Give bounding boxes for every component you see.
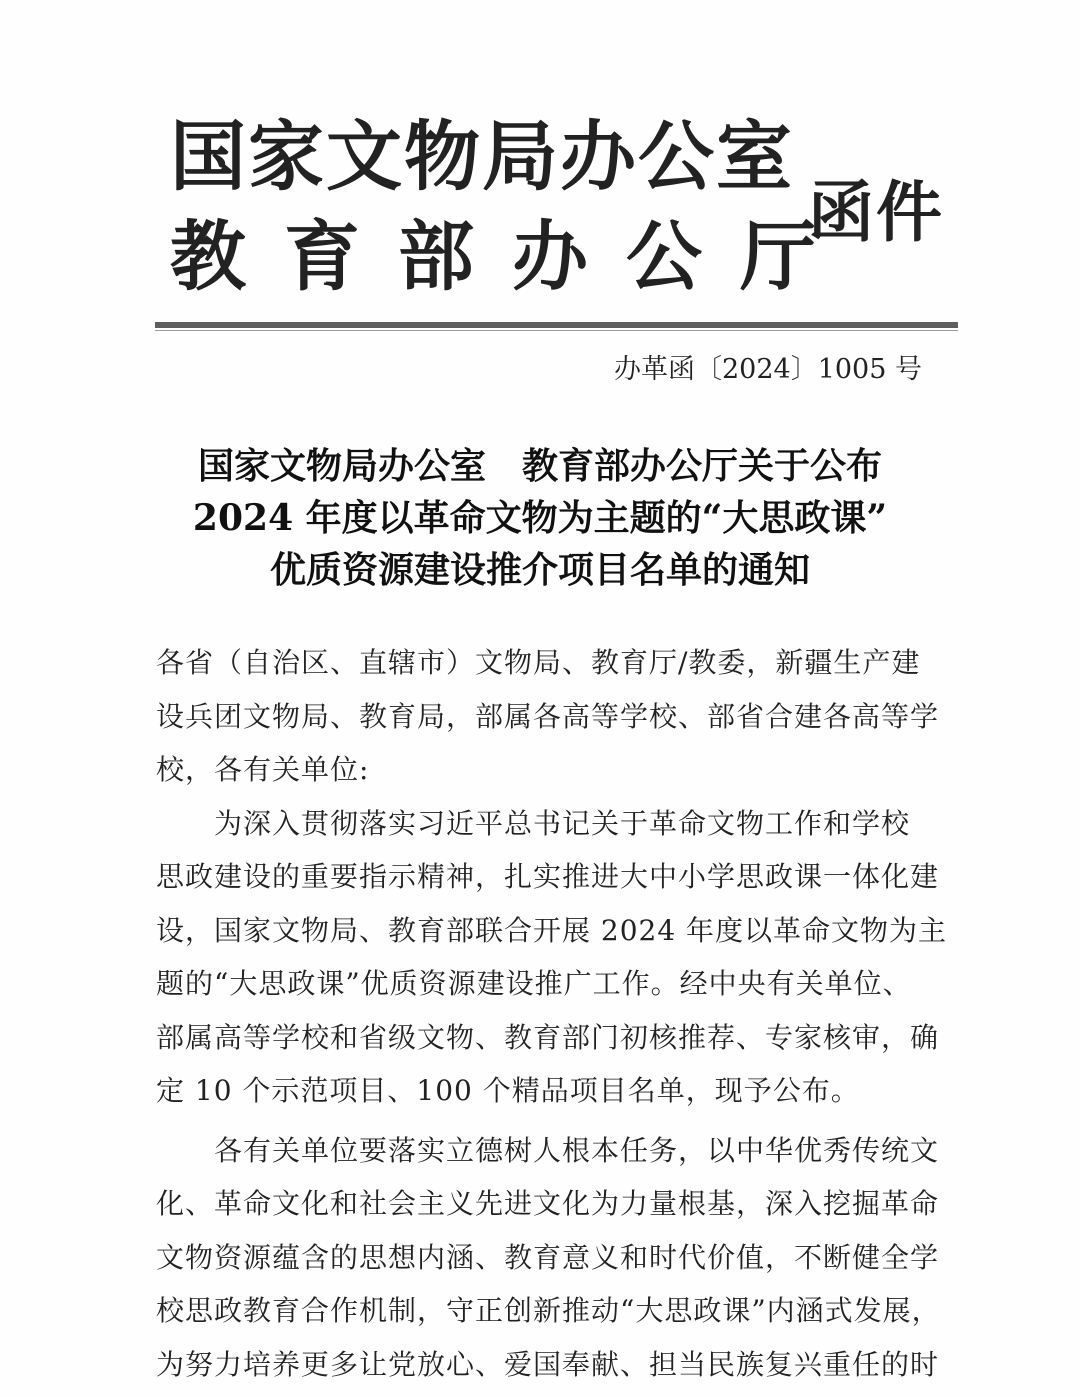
addressee-block xyxy=(156,636,940,797)
paragraph-line: 文物资源蕴含的思想内涵、教育意义和时代价值，不断健全学 xyxy=(156,1240,940,1274)
document-type-label: 函件 xyxy=(808,173,944,251)
paragraph-line: 各有关单位要落实立德树人根本任务，以中华优秀传统文 xyxy=(214,1133,940,1167)
paragraph-1 xyxy=(156,797,948,1118)
issuer-name-primary: 国家文物局办公室 xyxy=(170,112,794,201)
paragraph-line: 部属高等学校和省级文物、教育部门初核推荐、专家核审，确 xyxy=(156,1020,940,1054)
title-line: 优质资源建设推介项目名单的通知 xyxy=(269,549,810,591)
document-number: 办革函〔2024〕1005 号 xyxy=(613,354,922,385)
paragraph-line: 化、革命文化和社会主义先进文化为力量根基，深入挖掘革命 xyxy=(156,1187,940,1220)
document-body xyxy=(156,636,948,1391)
document-title xyxy=(140,440,940,596)
paragraph-line: 思政建设的重要指示精神，扎实推进大中小学思政课一体化建 xyxy=(156,860,940,893)
title-line: 国家文物局办公室 教育部办公厅关于公布 xyxy=(197,445,882,487)
title-line: 2024 年度以革命文物为主题的“大思政课” xyxy=(192,497,888,539)
paragraph-line: 题的“大思政课”优质资源建设推广工作。经中央有关单位、 xyxy=(156,967,912,1000)
letterhead-divider xyxy=(155,322,958,328)
addressee-line: 各省（自治区、直辖市）文物局、教育厅/教委，新疆生产建 xyxy=(156,646,921,679)
letterhead-divider-thin xyxy=(155,330,958,331)
paragraph-line: 为深入贯彻落实习近平总书记关于革命文物工作和学校 xyxy=(214,806,911,840)
addressee-line: 校，各有关单位: xyxy=(156,753,370,786)
paragraph-line: 设，国家文物局、教育部联合开展 2024 年度以革命文物为主 xyxy=(156,913,948,947)
paragraph-line: 为努力培养更多让党放心、爱国奉献、担当民族复兴重任的时 xyxy=(156,1347,940,1381)
paragraph-line: 定 10 个示范项目、100 个精品项目名单，现予公布。 xyxy=(156,1074,860,1107)
paragraph-line: 校思政教育合作机制，守正创新推动“大思政课”内涵式发展， xyxy=(156,1294,941,1327)
letterhead xyxy=(158,112,958,312)
issuer-name-secondary: 教育部办公厅 xyxy=(170,212,854,301)
paragraph-2 xyxy=(156,1124,941,1392)
addressee-line: 设兵团文物局、教育局，部属各高等学校、部省合建各高等学 xyxy=(156,699,940,733)
